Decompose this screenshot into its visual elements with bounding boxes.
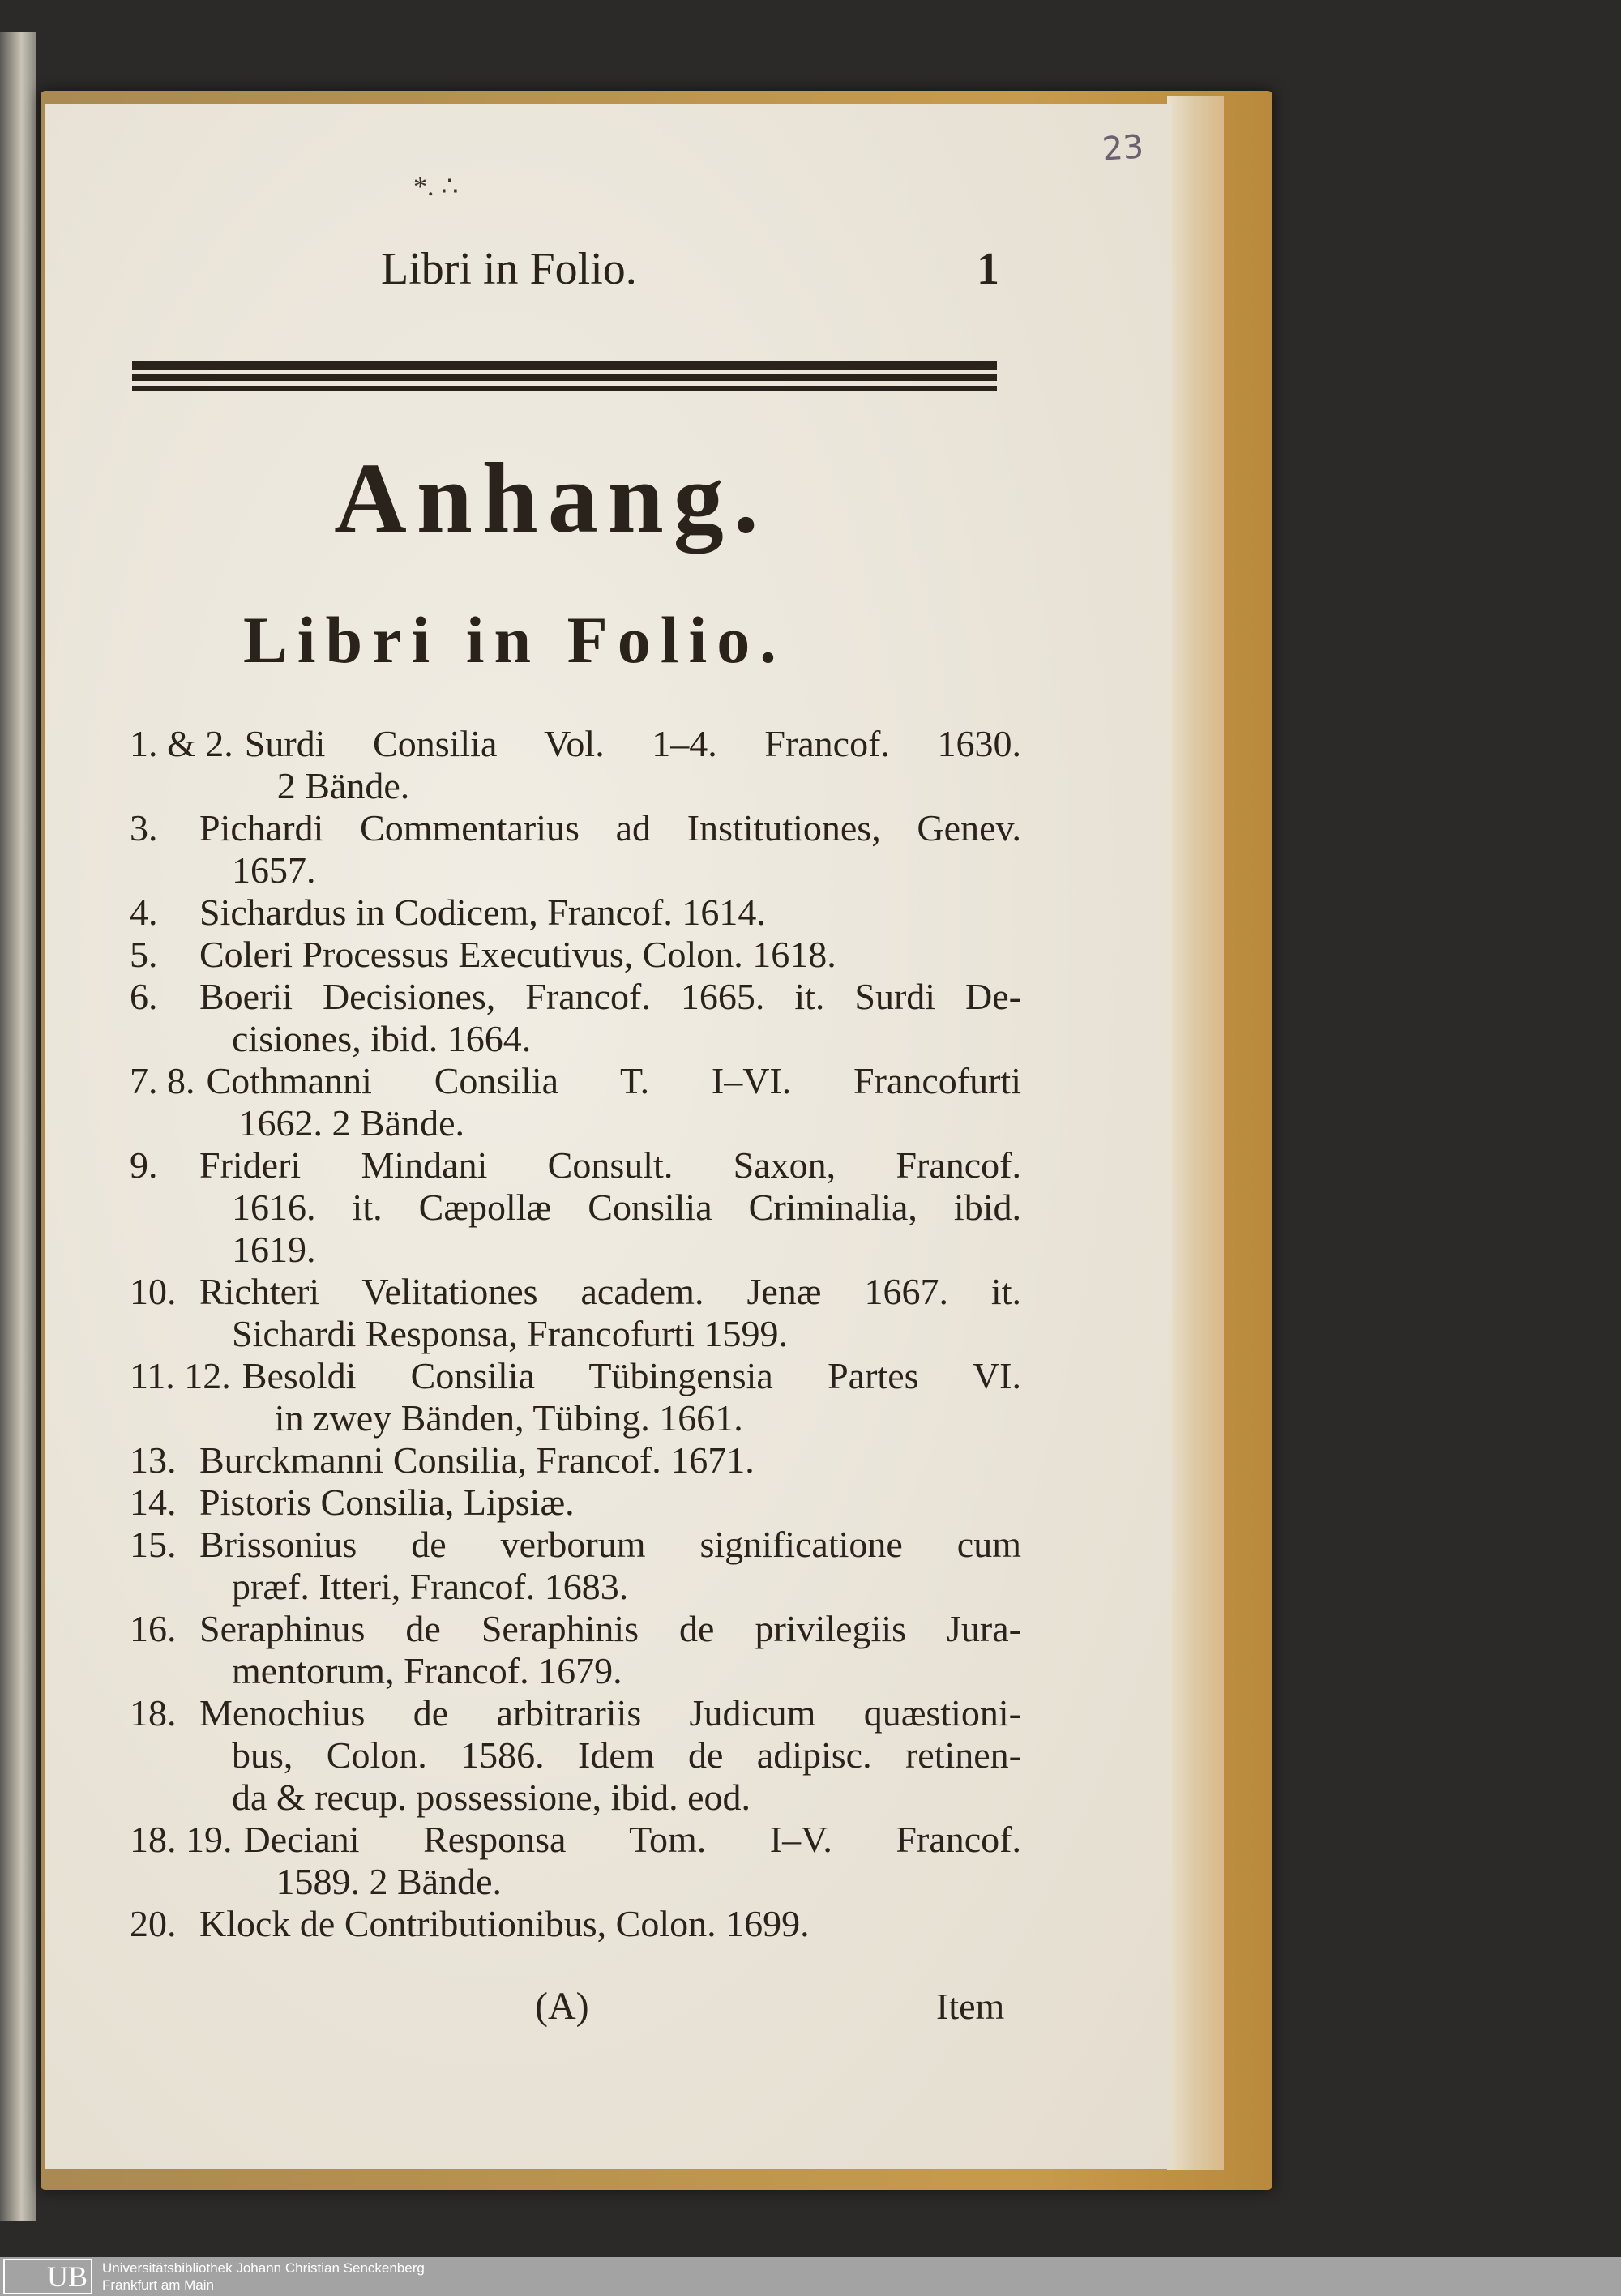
page-heading: Anhang. (334, 443, 768, 554)
list-entry (130, 1144, 1021, 1271)
entry-number: 3. (130, 807, 158, 849)
entry-line: Klock de Contributionibus, Colon. 1699. (199, 1903, 810, 1944)
entry-number: 9. (130, 1144, 158, 1186)
entry-line: 1662. 2 Bände. (238, 1102, 465, 1144)
entry-line: 1657. (232, 849, 316, 891)
entry-number: 15. (130, 1524, 177, 1565)
entry-line: Pichardi Commentarius ad Institutiones, Genev. (199, 807, 1021, 849)
entry-number: 6. (130, 976, 158, 1017)
entry-line: Frideri Mindani Consult. Saxon, Francof. (199, 1144, 1021, 1186)
list-entry (130, 1271, 1021, 1355)
entry-number: 1. & 2. (130, 723, 233, 764)
entry-line: mentorum, Francof. 1679. (232, 1650, 622, 1691)
signature-mark: (A) (535, 1985, 589, 2028)
entry-number: 20. (130, 1903, 177, 1944)
entry-line: Sichardus in Codicem, Francof. 1614. (199, 891, 766, 933)
list-entry (130, 1608, 1021, 1692)
list-entry (130, 807, 1021, 891)
entry-line: Coleri Processus Executivus, Colon. 1618. (199, 934, 836, 975)
rule (132, 361, 997, 370)
entry-line: 2 Bände. (276, 765, 410, 806)
entry-line: Besoldi Consilia Tübingensia Partes VI. (242, 1355, 1021, 1396)
list-entry (130, 723, 1021, 807)
entry-number: 5. (130, 934, 158, 975)
entry-number: 13. (130, 1439, 177, 1481)
previous-page-edge (0, 32, 36, 2221)
library-logo: UB (3, 2259, 92, 2294)
library-name-line2: Frankfurt am Main (102, 2277, 214, 2293)
page-edges (1167, 96, 1224, 2170)
entry-line: da & recup. possessione, ibid. eod. (232, 1777, 751, 1818)
entry-line: in zwey Bänden, Tübing. 1661. (274, 1397, 743, 1439)
list-entry (130, 976, 1021, 1060)
entry-line: Menochius de arbitrariis Judicum quæstioni- (199, 1692, 1021, 1734)
book-list (130, 723, 1021, 1945)
entry-line: præf. Itteri, Francof. 1683. (232, 1566, 629, 1607)
entry-number: 14. (130, 1481, 177, 1523)
list-entry (130, 1819, 1021, 1903)
entry-number: 18. 19. (130, 1819, 233, 1860)
entry-number: 18. (130, 1692, 177, 1734)
entry-line: Sichardi Responsa, Francofurti 1599. (232, 1313, 789, 1354)
list-entry (130, 1903, 1021, 1945)
entry-number: 7. 8. (130, 1060, 195, 1101)
entry-line: 1619. (232, 1229, 316, 1270)
library-footer (0, 2257, 1621, 2296)
library-name (102, 2260, 425, 2294)
entry-number: 16. (130, 1608, 177, 1649)
entry-line: Deciani Responsa Tom. I–V. Francof. (243, 1819, 1021, 1860)
entry-number: 11. 12. (130, 1355, 231, 1396)
entry-line: Boerii Decisiones, Francof. 1665. it. Surdi De- (199, 976, 1021, 1017)
entry-line: Brissonius de verborum significatione cum (199, 1524, 1021, 1565)
entry-line: cisiones, ibid. 1664. (232, 1018, 532, 1059)
list-entry (130, 1355, 1021, 1439)
entry-line: Richteri Velitationes academ. Jenæ 1667. it. (199, 1271, 1021, 1312)
entry-line: Burckmanni Consilia, Francof. 1671. (199, 1439, 755, 1481)
entry-line: 1616. it. Cæpollæ Consilia Criminalia, ibid. (232, 1186, 1021, 1228)
list-entry (130, 934, 1021, 976)
entry-number: 10. (130, 1271, 177, 1312)
entry-line: Cothmanni Consilia T. I–VI. Francofurti (206, 1060, 1021, 1101)
catchword: Item (936, 1986, 1005, 2027)
list-entry (130, 1524, 1021, 1608)
list-entry (130, 891, 1021, 934)
entry-line: Pistoris Consilia, Lipsiæ. (199, 1481, 575, 1523)
list-entry (130, 1481, 1021, 1524)
list-entry (130, 1439, 1021, 1481)
entry-line: 1589. 2 Bände. (276, 1861, 503, 1902)
entry-number: 4. (130, 891, 158, 933)
handwritten-folio-number: 23 (1101, 128, 1145, 169)
section-subheading: Libri in Folio. (243, 603, 786, 677)
ornament: *. ∴ (413, 172, 459, 202)
entry-line: bus, Colon. 1586. Idem de adipisc. retinen- (232, 1734, 1021, 1776)
page-number: 1 (977, 244, 999, 294)
entry-line: Seraphinus de Seraphinis de privilegiis Jura- (199, 1608, 1021, 1649)
list-entry (130, 1060, 1021, 1144)
running-title: Libri in Folio. (381, 244, 637, 294)
library-name-line1: Universitätsbibliothek Johann Christian Senckenberg (102, 2260, 425, 2276)
entry-line: Surdi Consilia Vol. 1–4. Francof. 1630. (244, 723, 1021, 764)
list-entry (130, 1692, 1021, 1819)
rule (132, 386, 997, 391)
rule (132, 374, 997, 381)
